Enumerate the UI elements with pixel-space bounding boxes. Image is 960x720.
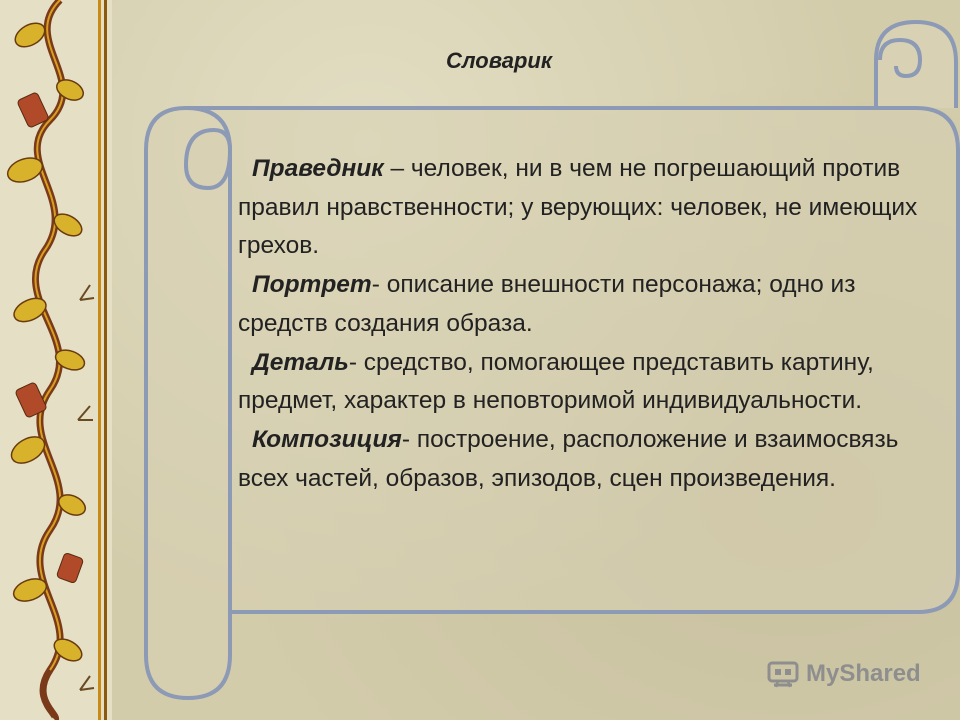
entry-definition: построение, расположение и взаимосвязь всех частей, образов, эпизодов, сцен произведения. <box>238 425 899 492</box>
entry-term: Деталь <box>252 348 349 376</box>
entry-separator: - <box>371 271 387 299</box>
scroll-top-curl <box>876 22 956 108</box>
entry-separator: - <box>348 348 364 376</box>
myshared-logo-icon <box>766 657 800 691</box>
slide-title: Словарик <box>446 48 552 73</box>
glossary-entry <box>238 266 918 343</box>
glossary-entry <box>238 421 918 498</box>
entry-separator: - <box>401 425 417 453</box>
entry-term: Портрет <box>252 271 372 299</box>
watermark-text: MyShared <box>806 660 921 687</box>
glossary-entry <box>238 150 918 266</box>
entry-term: Композиция <box>252 425 402 453</box>
entry-definition: средство, помогающее представить картину, предмет, характер в неповторимой индивидуальности. <box>238 348 874 415</box>
entry-definition: описание внешности персонажа; одно из средств создания образа. <box>238 271 856 337</box>
entry-definition: человек, ни в чем не погрешающий против правил нравственности; у верующих: человек, не имеющих грехов. <box>238 155 918 260</box>
glossary-entry <box>238 344 918 421</box>
entry-separator: – <box>383 155 411 182</box>
entry-term: Праведник <box>252 155 384 182</box>
watermark <box>766 656 921 692</box>
glossary-text <box>238 150 918 498</box>
